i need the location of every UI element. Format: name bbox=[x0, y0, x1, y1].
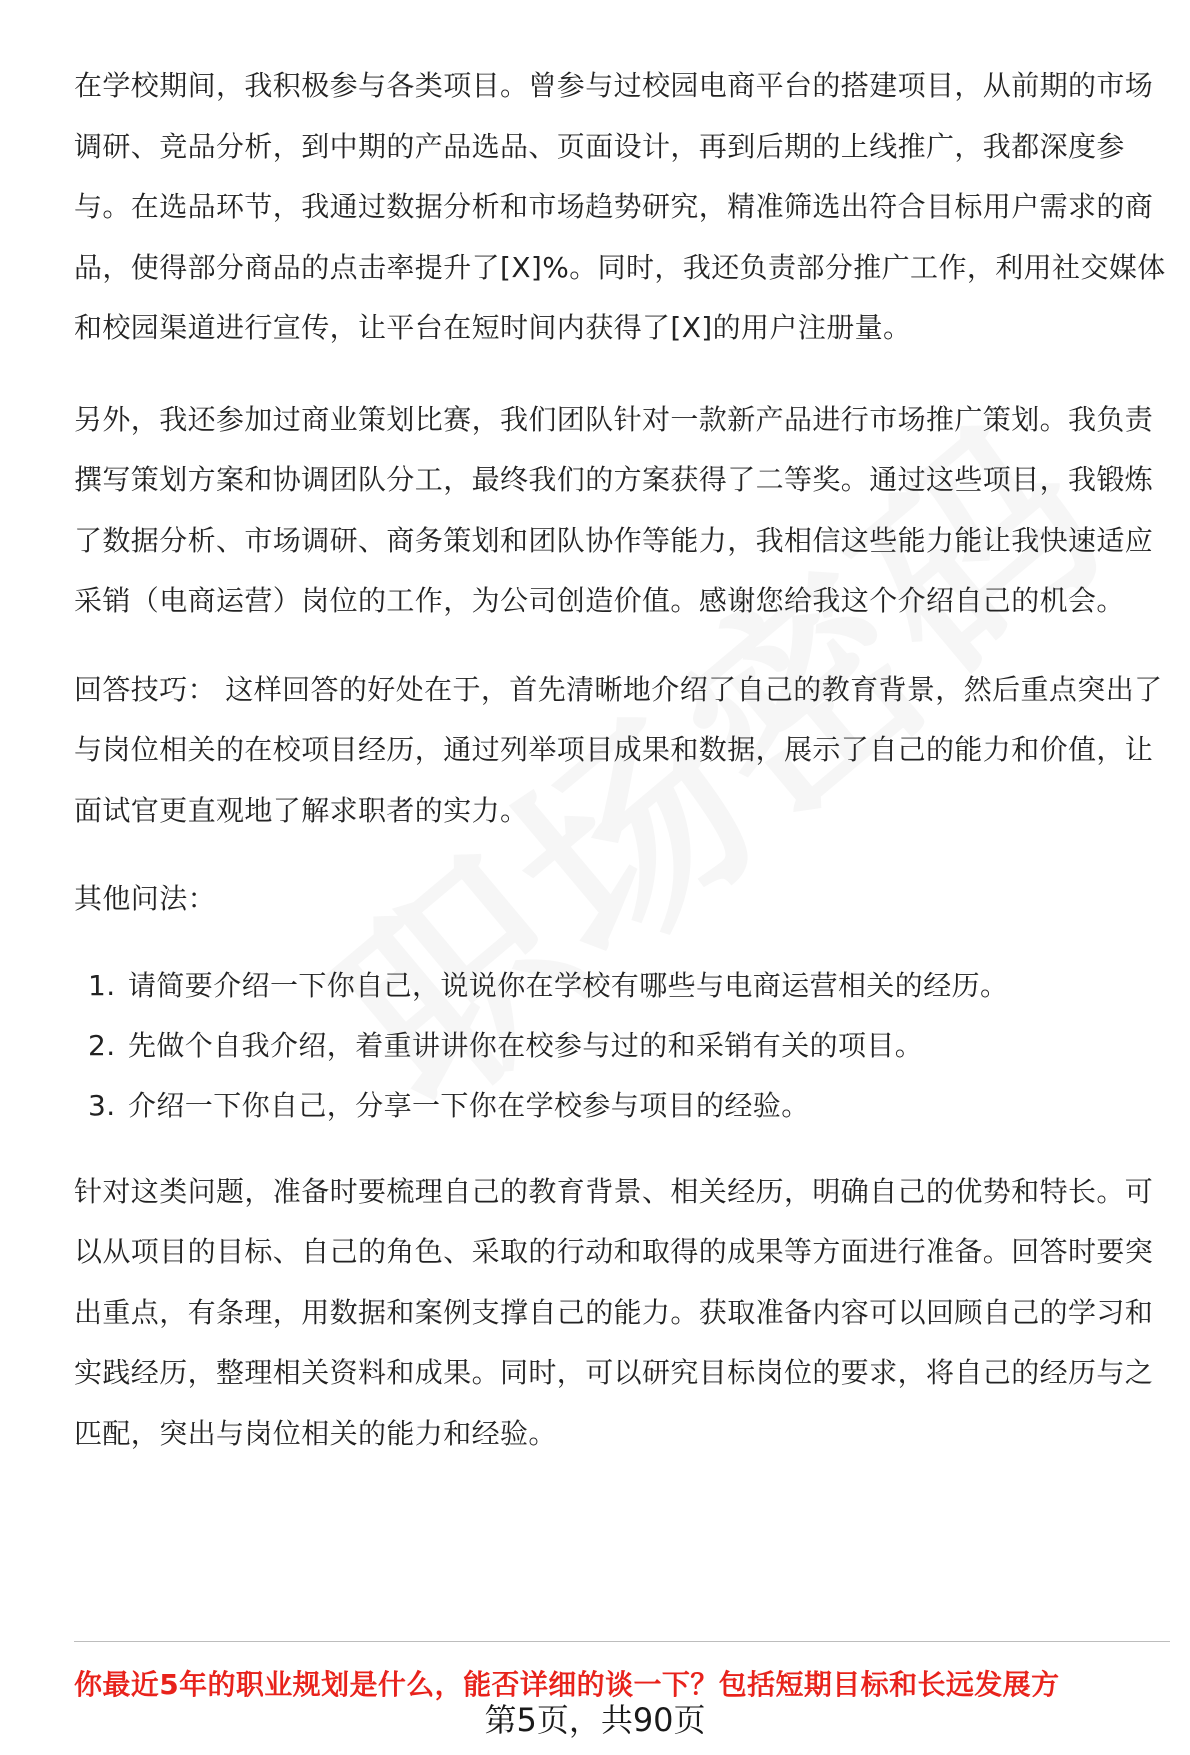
list-item bbox=[74, 956, 1174, 1016]
list-item-text: 介绍一下你自己，分享一下你在学校参与项目的经验。 bbox=[128, 1088, 810, 1122]
list-item-text: 请简要介绍一下你自己，说说你在学校有哪些与电商运营相关的经历。 bbox=[128, 968, 1009, 1002]
paragraph-answer-tips: 回答技巧： 这样回答的好处在于，首先清晰地介绍了自己的教育背景，然后重点突出了与岗位相关的在校项目经历，通过列举项目成果和数据，展示了自己的能力和价值，让面试官更直观地了解求职者的实力。 bbox=[74, 672, 1163, 827]
list-item-number: 1. bbox=[88, 968, 116, 1002]
other-questions-list bbox=[74, 956, 1174, 1136]
other-questions-heading: 其他问法： bbox=[74, 882, 217, 915]
page-number: 第5页，共90页 bbox=[484, 1701, 706, 1739]
paragraph-preparation-advice: 针对这类问题，准备时要梳理自己的教育背景、相关经历，明确自己的优势和特长。可以从项目的目标、自己的角色、采取的行动和取得的成果等方面进行准备。回答时要突出重点，有条理，用数据和案例支撑自己的能力。获取准备内容可以回顾自己的学习和实践经历，整理相关资料和成果。同时，可以研究目标岗位的要求，将自己的经历与之匹配，突出与岗位相关的能力和经验。 bbox=[74, 1174, 1154, 1450]
list-item-number: 2. bbox=[88, 1028, 116, 1062]
list-item bbox=[74, 1016, 1174, 1076]
list-item-number: 3. bbox=[88, 1088, 116, 1122]
list-item bbox=[74, 1076, 1174, 1136]
paragraph-campus-projects: 在学校期间，我积极参与各类项目。曾参与过校园电商平台的搭建项目，从前期的市场调研、竞品分析，到中期的产品选品、页面设计，再到后期的上线推广，我都深度参与。在选品环节，我通过数据分析和市场趋势研究，精准筛选出符合目标用户需求的商品，使得部分商品的点击率提升了[X]%。同时，我还负责部分推广工作，利用社交媒体和校园渠道进行宣传，让平台在短时间内获得了[X]的用户注册量。 bbox=[74, 69, 1166, 344]
list-item-text: 先做个自我介绍，着重讲讲你在校参与过的和采销有关的项目。 bbox=[128, 1028, 924, 1062]
section-divider bbox=[74, 1641, 1170, 1642]
page-content bbox=[74, 56, 1174, 1495]
next-question-heading: 你最近5年的职业规划是什么，能否详细的谈一下？包括短期目标和长远发展方 bbox=[74, 1668, 1060, 1701]
paragraph-business-competition: 另外，我还参加过商业策划比赛，我们团队针对一款新产品进行市场推广策划。我负责撰写策划方案和协调团队分工，最终我们的方案获得了二等奖。通过这些项目，我锻炼了数据分析、市场调研、商务策划和团队协作等能力，我相信这些能力能让我快速适应采销（电商运营）岗位的工作，为公司创造价值。感谢您给我这个介绍自己的机会。 bbox=[74, 402, 1154, 617]
